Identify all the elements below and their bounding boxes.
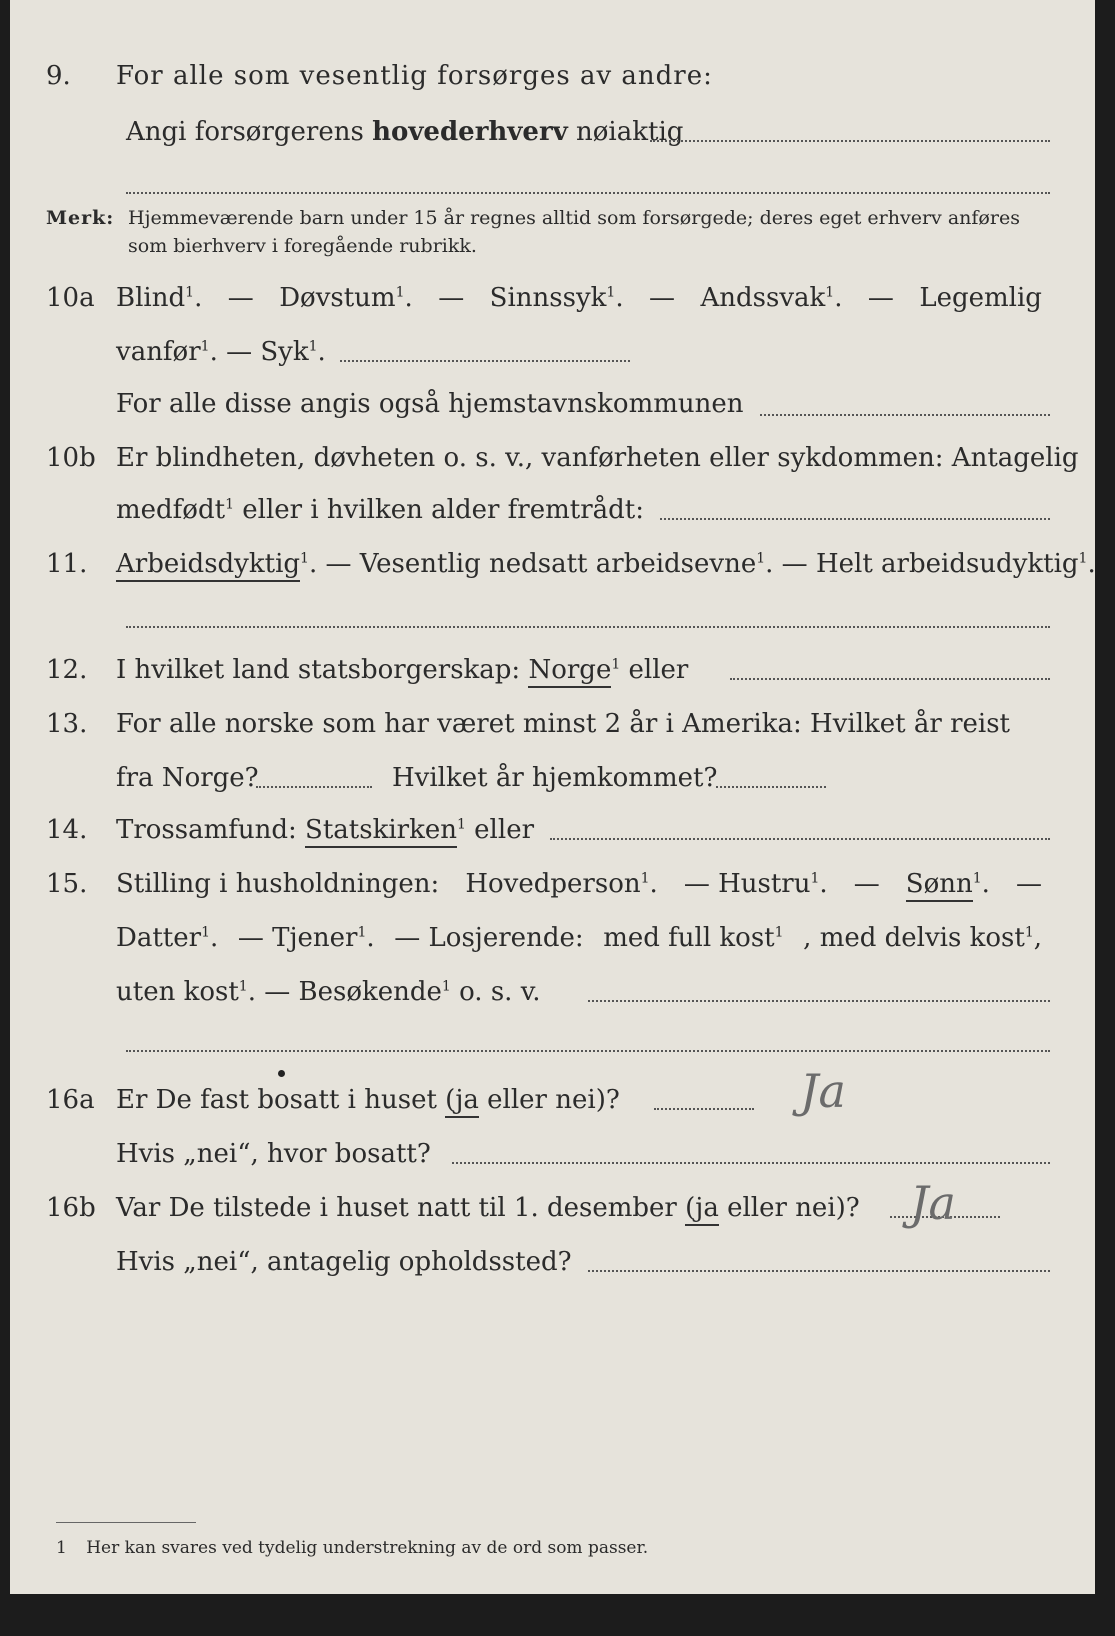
q15-text-3: uten kost$^1$. — Besøkende$^1$ o. s. v. [116, 977, 541, 1007]
q10b-row-2 [10, 490, 1095, 530]
q11-answer-line[interactable] [126, 626, 1050, 628]
handwritten-answer-16a: Ja [800, 1064, 846, 1118]
option-blind[interactable]: Blind$^1$. [116, 283, 203, 313]
option-syk[interactable]: . — Syk [209, 337, 309, 367]
answer-norge-underlined[interactable]: Norge [528, 655, 611, 688]
q11-number: 11. [46, 549, 88, 579]
q10a-row-3 [10, 384, 1095, 424]
option-hustru[interactable]: — Hustru$^1$. [683, 869, 828, 899]
option-nedsatt[interactable]: . — Vesentlig nedsatt arbeidsevne [308, 549, 757, 579]
option-tjener[interactable]: — Tjener$^1$. [237, 923, 375, 953]
q10b-row-1 [10, 438, 1095, 478]
q10a-options: Blind$^1$. — Døvstum$^1$. — Sinnssyk$^1$. — Andssvak$^1$. — Legemlig [116, 278, 1042, 318]
q12-row [10, 650, 1095, 690]
q14-text: Trossamfund: Statskirken$^1$ eller [116, 810, 534, 850]
q16a-answer-line-2[interactable] [452, 1162, 1050, 1164]
footnote-text: Her kan svares ved tydelig understrekning av de ord som passer. [86, 1538, 649, 1558]
option-dovstum[interactable]: Døvstum$^1$. [279, 283, 413, 313]
q10a-answer-line-1[interactable] [340, 360, 630, 362]
q16a-row-2 [10, 1134, 1095, 1174]
q9-row-1 [10, 56, 1095, 96]
q16b-number: 16b [46, 1193, 96, 1223]
q13-text-2a: fra Norge? [116, 763, 259, 793]
q13-number: 13. [46, 709, 88, 739]
note-text: Hjemmeværende barn under 15 år regnes alltid som forsørgede; deres eget erhverv anføres som bierhverv i foregående rubrikk. [128, 207, 1020, 257]
q9-answer-line-2[interactable] [126, 192, 1050, 194]
q15-answer-line-1[interactable] [588, 1000, 1050, 1002]
q9-row-2 [10, 112, 1095, 152]
q10b-text-1: Er blindheten, døvheten o. s. v., vanførheten eller sykdommen: Antagelig [116, 443, 1079, 473]
q13-row-1 [10, 704, 1095, 744]
q10a-row-2 [10, 332, 1095, 372]
q9-text-1: For alle som vesentlig forsørges av andre: [116, 61, 713, 91]
q9-bold-word: hovederhverv [372, 117, 568, 147]
q12-number: 12. [46, 655, 88, 685]
option-uten-kost[interactable]: uten kost [116, 977, 239, 1007]
q13-row-2 [10, 758, 1095, 798]
q16a-text-1: Er De fast bosatt i huset (ja eller nei)? [116, 1080, 620, 1120]
note-label: Merk: [46, 207, 115, 229]
option-besokende[interactable]: . — Besøkende [247, 977, 442, 1007]
q16a-text-2: Hvis „nei“, hvor bosatt? [116, 1139, 431, 1169]
census-form-page [10, 0, 1095, 1594]
q12-answer-line[interactable] [730, 678, 1050, 680]
option-sonn[interactable]: Sønn$^1$. [906, 864, 990, 904]
answer-ja-underlined[interactable]: (ja [445, 1085, 479, 1118]
q13-text-2b: Hvilket år hjemkommet? [392, 763, 718, 793]
footnote [56, 1538, 648, 1558]
q16a-answer-line[interactable] [654, 1108, 754, 1110]
option-delvis-kost[interactable]: , med delvis kost$^1$, [803, 923, 1042, 953]
option-udyktig[interactable]: . — Helt arbeidsudyktig [765, 549, 1079, 579]
answer-ja-underlined-16b[interactable]: (ja [685, 1193, 719, 1226]
ink-mark [278, 1070, 285, 1077]
q10a-answer-line-2[interactable] [760, 414, 1050, 416]
option-arbeidsdyktig-underlined[interactable]: Arbeidsdyktig [116, 549, 300, 582]
q9-text-2: Angi forsørgerens hovederhverv nøiaktig [126, 117, 684, 147]
q15-options-1: Stilling i husholdningen: Hovedperson$^1$. — Hustru$^1$. — Sønn$^1$. — [116, 864, 1042, 904]
q16a-number: 16a [46, 1085, 95, 1115]
q14-row [10, 810, 1095, 850]
q15-options-2: Datter$^1$. — Tjener$^1$. — Losjerende: med full kost$^1$ , med delvis kost$^1$, [116, 918, 1042, 958]
q15-answer-line-2[interactable] [126, 1050, 1050, 1052]
q10a-number: 10a [46, 283, 95, 313]
q13-text-1: For alle norske som har været minst 2 år i Amerika: Hvilket år reist [116, 709, 1010, 739]
q9-number: 9. [46, 61, 71, 91]
q10a-row-1 [10, 278, 1095, 318]
q10a-text-3: For alle disse angis også hjemstavnskommunen [116, 389, 744, 419]
option-hovedperson[interactable]: Hovedperson$^1$. [465, 869, 658, 899]
q13-answer-line-2[interactable] [716, 786, 826, 788]
q14-answer-line[interactable] [550, 838, 1050, 840]
answer-statskirken-underlined[interactable]: Statskirken [305, 815, 457, 848]
q13-answer-line-1[interactable] [256, 786, 372, 788]
footnote-rule [56, 1522, 196, 1523]
q12-text: I hvilket land statsborgerskap: Norge$^1$ eller [116, 650, 688, 690]
q15-number: 15. [46, 869, 88, 899]
q11-row [10, 544, 1095, 584]
handwritten-answer-16b: Ja [910, 1176, 956, 1230]
option-andssvak[interactable]: Andssvak$^1$. [700, 283, 843, 313]
option-vanfor[interactable]: vanfør [116, 337, 201, 367]
footnote-number: 1 [56, 1538, 67, 1558]
q16b-answer-line-2[interactable] [588, 1270, 1050, 1272]
q16b-text-2: Hvis „nei“, antagelig opholdssted? [116, 1247, 572, 1277]
q16a-row-1 [10, 1080, 1095, 1120]
option-sinnssyk[interactable]: Sinnssyk$^1$. [489, 283, 624, 313]
q15-row-1 [10, 864, 1095, 904]
q10a-text-2: vanfør$^1$. — Syk$^1$. [116, 337, 326, 367]
q10b-text-2: medfødt$^1$ eller i hvilken alder fremtrådt: [116, 495, 645, 525]
q14-number: 14. [46, 815, 88, 845]
option-legemlig[interactable]: Legemlig [919, 283, 1042, 313]
q10b-number: 10b [46, 443, 96, 473]
q16b-row-2 [10, 1242, 1095, 1282]
q16b-text-1: Var De tilstede i huset natt til 1. desember (ja eller nei)? [116, 1188, 860, 1228]
q15-row-2 [10, 918, 1095, 958]
q15-row-3 [10, 972, 1095, 1012]
q9-answer-line-1[interactable] [650, 140, 1050, 142]
option-full-kost[interactable]: med full kost$^1$ [603, 923, 784, 953]
q10b-answer-line[interactable] [660, 518, 1050, 520]
option-datter[interactable]: Datter$^1$. [116, 923, 219, 953]
q11-text: Arbeidsdyktig$^1$. — Vesentlig nedsatt arbeidsevne$^1$. — Helt arbeidsudyktig$^1$. [116, 544, 1096, 584]
